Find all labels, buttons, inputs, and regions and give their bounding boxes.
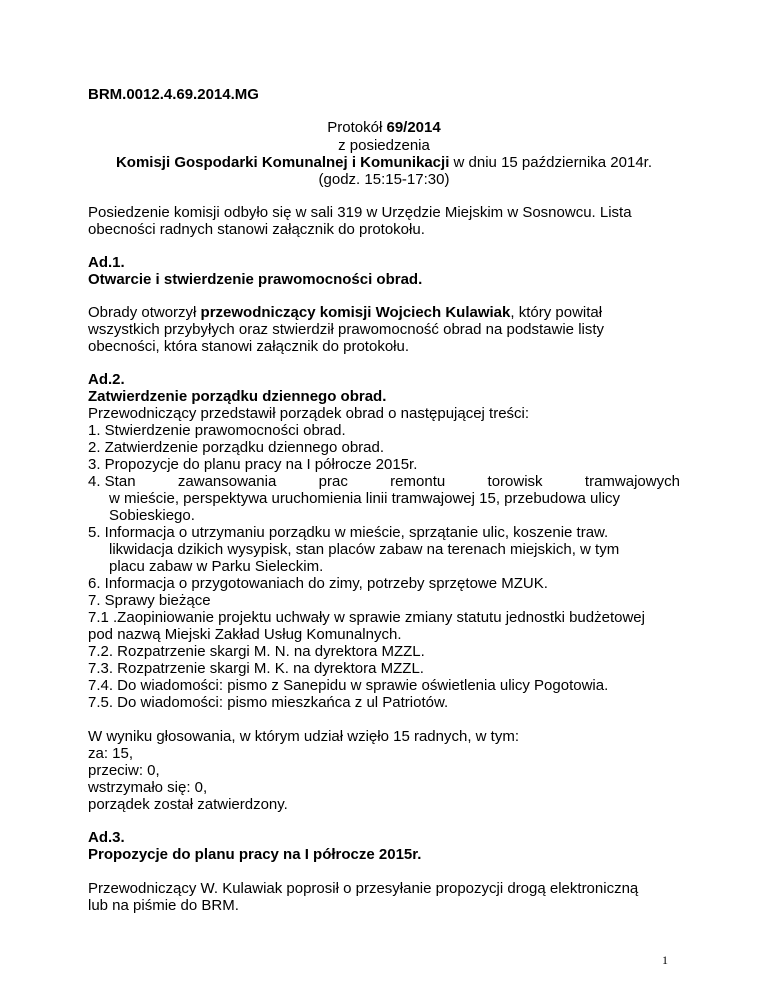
agenda-item: 7. Sprawy bieżące [88, 592, 211, 609]
vote-text: porządek został zatwierdzony. [88, 796, 288, 813]
ad3-paragraph: lub na piśmie do BRM. [88, 897, 239, 914]
ad2-heading: Ad.2. [88, 371, 125, 388]
agenda-item: likwidacja dzikich wysypisk, stan placów zabaw na terenach miejskich, w tym [109, 541, 620, 558]
vote-text: wstrzymało się: 0, [88, 779, 208, 796]
ad3-heading: Ad.3. [88, 829, 125, 846]
intro-text: obecności radnych stanowi załącznik do protokołu. [88, 221, 425, 238]
ad1-paragraph: obecności, która stanowi załącznik do protokołu. [88, 338, 410, 355]
vote-text: za: 15, [88, 745, 134, 762]
agenda-item: 6. Informacja o przygotowaniach do zimy, potrzeby sprzętowe MZUK. [88, 575, 548, 592]
ad1-title: Otwarcie i stwierdzenie prawomocności obrad. [88, 271, 423, 288]
ad1-paragraph: wszystkich przybyłych oraz stwierdził prawomocność obrad na podstawie listy [88, 321, 605, 338]
ad1-heading: Ad.1. [88, 254, 125, 271]
protocol-title: Protokół 69/2014 [327, 119, 441, 136]
agenda-item: 7.3. Rozpatrzenie skargi M. K. na dyrektora MZZL. [88, 660, 424, 677]
agenda-lead: Przewodniczący przedstawił porządek obrad o następującej treści: [88, 405, 530, 422]
agenda-item: 7.2. Rozpatrzenie skargi M. N. na dyrektora MZZL. [88, 643, 425, 660]
agenda-item: 5. Informacja o utrzymaniu porządku w mieście, sprzątanie ulic, koszenie traw. [88, 524, 609, 541]
agenda-item: 7.1 .Zaopiniowanie projektu uchwały w sprawie zmiany statutu jednostki budżetowej [88, 609, 645, 626]
agenda-item: 3. Propozycje do planu pracy na I półrocze 2015r. [88, 456, 418, 473]
ad3-paragraph: Przewodniczący W. Kulawiak poprosił o przesyłanie propozycji drogą elektroniczną [88, 880, 639, 897]
meeting-time: (godz. 15:15-17:30) [318, 171, 450, 188]
agenda-item: 1. Stwierdzenie prawomocności obrad. [88, 422, 346, 439]
agenda-item: w mieście, perspektywa uruchomienia linii tramwajowej 15, przebudowa ulicy [109, 490, 621, 507]
agenda-item: placu zabaw w Parku Sieleckim. [109, 558, 324, 575]
agenda-item: 4. Stan zawansowania prac remontu torowisk tramwajowych [88, 473, 680, 490]
ad2-title: Zatwierdzenie porządku dziennego obrad. [88, 388, 387, 405]
agenda-item: 7.5. Do wiadomości: pismo mieszkańca z ul Patriotów. [88, 694, 449, 711]
agenda-item: 7.4. Do wiadomości: pismo z Sanepidu w sprawie oświetlenia ulicy Pogotowia. [88, 677, 609, 694]
vote-text: przeciw: 0, [88, 762, 160, 779]
ad1-paragraph: Obrady otworzył przewodniczący komisji Wojciech Kulawiak, który powitał [88, 304, 603, 321]
vote-text: W wyniku głosowania, w którym udział wzięło 15 radnych, w tym: [88, 728, 519, 745]
protocol-subtitle: z posiedzenia [338, 137, 430, 154]
agenda-item: pod nazwą Miejski Zakład Usług Komunalnych. [88, 626, 402, 643]
committee-line: Komisji Gospodarki Komunalnej i Komunikacji w dniu 15 października 2014r. [115, 154, 653, 171]
agenda-item: Sobieskiego. [109, 507, 195, 524]
page-number: 1 [662, 953, 668, 967]
intro-text: Posiedzenie komisji odbyło się w sali 319 w Urzędzie Miejskim w Sosnowcu. Lista [88, 204, 632, 221]
ad3-title: Propozycje do planu pracy na I półrocze 2015r. [88, 846, 422, 863]
document-reference: BRM.0012.4.69.2014.MG [88, 86, 259, 103]
agenda-item: 2. Zatwierdzenie porządku dziennego obrad. [88, 439, 385, 456]
